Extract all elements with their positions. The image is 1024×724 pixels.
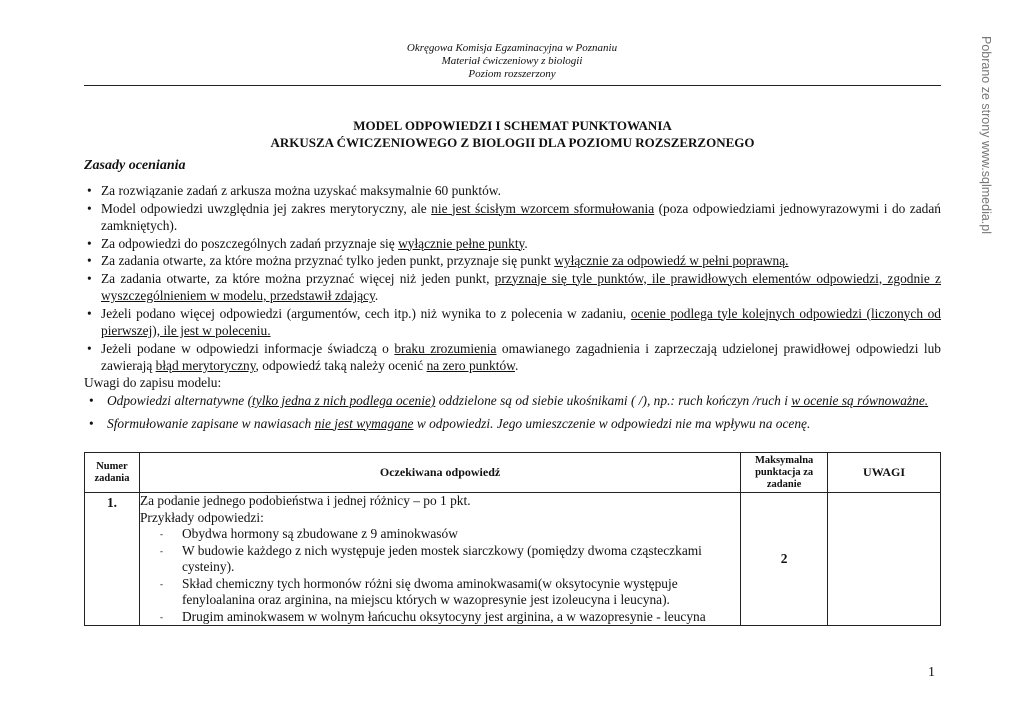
rule-emphasis: braku zrozumienia (394, 340, 497, 356)
rule-text: Jeżeli podane w odpowiedzi informacje świadczą o (101, 340, 395, 356)
note-emphasis: nie jest wymagane (314, 415, 414, 431)
expected-answer-cell (139, 493, 740, 626)
header-max-points: Maksymalna punktacja za zadanie (741, 453, 828, 493)
grading-rules-list (84, 182, 941, 375)
list-item: - Skład chemiczny tych hormonów różni się dwoma aminokwasami(w oksytocynie występuje fenyloalanina oraz arginina, na miejscu których w wazopresynie jest izoleucyna i leucyna). (140, 576, 740, 609)
answer-table (84, 452, 941, 626)
rule-item (84, 340, 941, 375)
note-text: oddzielone są od siebie ukośnikami ( /), np.: ruch kończyn /ruch i (435, 393, 792, 408)
rule-text: , odpowiedź taką należy ocenić (255, 358, 427, 373)
rule-text: Za odpowiedzi do poszczególnych zadań przyznaje się (101, 235, 399, 251)
rule-item (84, 305, 941, 340)
note-emphasis: w ocenie są równoważne. (791, 393, 929, 408)
rule-item (84, 235, 941, 253)
note-item (84, 392, 941, 410)
answer-intro: Za podanie jednego podobieństwa i jednej różnicy – po 1 pkt. (139, 493, 471, 508)
title-line-2: ARKUSZA ĆWICZENIOWEGO Z BIOLOGII DLA POZIOMU ROZSZERZONEGO (270, 135, 755, 150)
rule-emphasis: przyznaje się tyle punktów, ile prawidłowych elementów odpowiedzi, zgodnie z wyszczególnieniem w modelu, przedstawił zdający (101, 270, 941, 303)
rule-text: Model odpowiedzi uwzględnia jej zakres merytoryczny, ale (101, 200, 432, 216)
rule-text: . (374, 288, 379, 303)
table-row (85, 493, 941, 626)
note-text: Odpowiedzi alternatywne (107, 393, 248, 408)
rule-item (84, 182, 941, 200)
rule-text: Za rozwiązanie zadań z arkusza można uzyskać maksymalnie 60 punktów. (101, 183, 501, 198)
rule-emphasis: błąd merytoryczny (155, 358, 256, 373)
header-expected-answer: Oczekiwana odpowiedź (139, 453, 740, 493)
answer-examples-label: Przykłady odpowiedzi: (139, 509, 264, 525)
list-item: - Drugim aminokwasem w wolnym łańcuchu oksytocyny jest arginina, a w wazopresynie - leucyna (140, 609, 740, 626)
answer-examples-list (140, 526, 740, 625)
rule-emphasis: wyłącznie pełne punkty (398, 235, 525, 251)
header-remarks: UWAGI (828, 453, 941, 493)
max-points: 2 (741, 493, 828, 626)
table-header-row (85, 453, 941, 493)
header-institution: Okręgowa Komisja Egzaminacyjna w Poznaniu (406, 42, 618, 54)
title-line-1: MODEL ODPOWIEDZI I SCHEMAT PUNKTOWANIA (353, 118, 672, 133)
rule-item (84, 252, 941, 270)
rule-emphasis: na zero punktów (426, 358, 515, 373)
notes-heading: Uwagi do zapisu modelu: (84, 375, 222, 390)
note-emphasis: (tylko jedna z nich podlega ocenie) (247, 393, 436, 408)
page-number: 1 (928, 665, 935, 680)
rule-text: omawianego zagadnienia i zaprzeczają udzielonej prawidłowej odpowiedzi lub zawierają (101, 340, 941, 373)
rule-emphasis: ocenie podlega tyle kolejnych odpowiedzi (liczonych od pierwszej), ile jest w poleceniu. (101, 305, 942, 338)
rule-text: . (524, 235, 528, 251)
rule-item (84, 200, 941, 235)
rule-text: Jeżeli podano więcej odpowiedzi (argumentów, cech itp.) niż wynika to z polecenia w zadaniu, (101, 305, 631, 321)
side-source-text: Pobrano ze strony www.sqlmedia.pl (979, 36, 993, 235)
header-level: Poziom rozszerzony (468, 68, 556, 80)
list-item: - W budowie każdego z nich występuje jeden mostek siarczkowy (pomiędzy dwoma cząsteczkami cysteiny). (140, 543, 740, 576)
rule-text: . (514, 358, 519, 373)
rule-text: (poza odpowiedziami jednowyrazowymi i do zadań zamkniętych). (101, 200, 941, 233)
rule-emphasis: nie jest ścisłym wzorcem sformułowania (431, 200, 655, 216)
section-subtitle: Zasady oceniania (84, 158, 186, 173)
list-item: - Obydwa hormony są zbudowane z 9 aminokwasów (140, 526, 740, 543)
rule-text: Za zadania otwarte, za które można przyznać tylko jeden punkt, przyznaje się punkt (101, 253, 555, 268)
note-text: Sformułowanie zapisane w nawiasach (107, 415, 315, 431)
model-notes-list (84, 392, 941, 437)
note-text: w odpowiedzi. Jego umieszczenie w odpowiedzi nie ma wpływu na ocenę. (413, 415, 811, 431)
header-divider (84, 85, 941, 86)
remarks-cell (828, 493, 941, 626)
task-number: 1. (85, 493, 140, 626)
rule-item (84, 270, 941, 305)
note-item (84, 415, 941, 433)
rule-emphasis: wyłącznie za odpowiedź w pełni poprawną. (554, 253, 789, 268)
document-header (0, 42, 1024, 81)
header-material: Materiał ćwiczeniowy z biologii (441, 55, 583, 67)
header-task-number: Numer zadania (85, 453, 140, 493)
rule-text: Za zadania otwarte, za które można przyznać więcej niż jeden punkt, (101, 270, 495, 286)
side-watermark (974, 36, 998, 272)
